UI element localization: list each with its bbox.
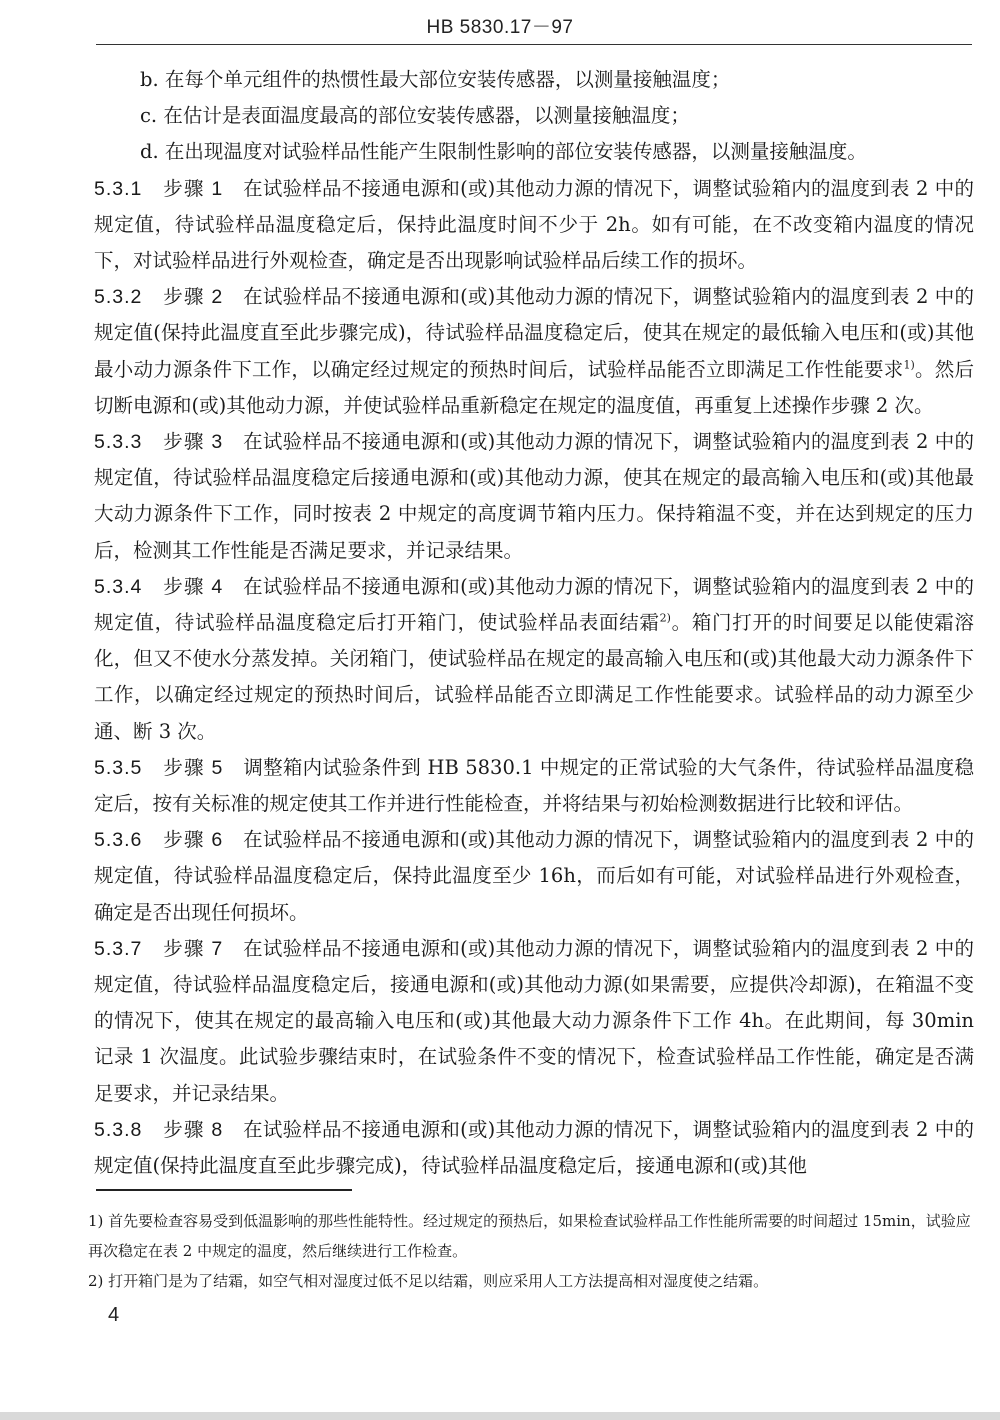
clause-text: 在试验样品不接通电源和(或)其他动力源的情况下，调整试验箱内的温度到表 2 中的规定值，待试验样品温度稳定后接通电源和(或)其他动力源，使其在规定的最高输入电压和(或)其他最大动力源条件下工作，同时按表 2 中规定的高度调节箱内压力。保持箱温不变，并在达到规定的压力后，检测其工作性能是否满足要求，并记录结果。 bbox=[94, 430, 974, 562]
clause-5-3-6 bbox=[94, 822, 974, 931]
header-rule bbox=[96, 44, 972, 45]
clause-text: 在试验样品不接通电源和(或)其他动力源的情况下，调整试验箱内的温度到表 2 中的规定值，待试验样品温度稳定后，保持此温度时间不少于 2h。如有可能，在不改变箱内温度的情况下，对试验样品进行外观检查，确定是否出现影响试验样品后续工作的损坏。 bbox=[94, 176, 974, 273]
clause-5-3-5 bbox=[94, 750, 974, 822]
clause-heading: 5.3.1 步骤 1 bbox=[94, 177, 224, 200]
footnotes bbox=[88, 1206, 976, 1296]
clause-5-3-3 bbox=[94, 424, 974, 569]
clause-heading: 5.3.2 步骤 2 bbox=[94, 286, 224, 309]
clause-text: 在试验样品不接通电源和(或)其他动力源的情况下，调整试验箱内的温度到表 2 中的规定值，待试验样品温度稳定后打开箱门，使试验样品表面结霜 bbox=[94, 574, 974, 635]
clause-heading: 5.3.5 步骤 5 bbox=[94, 756, 224, 779]
footnote-rule bbox=[96, 1189, 352, 1191]
clause-text: 调整箱内试验条件到 HB 5830.1 中规定的正常试验的大气条件，待试验样品温度稳定后，按有关标准的规定使其工作并进行性能检查，并将结果与初始检测数据进行比较和评估。 bbox=[94, 755, 974, 816]
main-text bbox=[94, 62, 974, 1184]
footnote-1: 1) 首先要检查容易受到低温影响的那些性能特性。经过规定的预热后，如果检查试验样品工作性能所需要的时间超过 15min，试验应再次稳定在表 2 中规定的温度，然后继续进行工作检查。 bbox=[88, 1212, 971, 1260]
list-item-c: c. 在估计是表面温度最高的部位安装传感器，以测量接触温度； bbox=[140, 104, 690, 128]
clause-5-3-4 bbox=[94, 569, 974, 750]
list-item-d: d. 在出现温度对试验样品性能产生限制性影响的部位安装传感器，以测量接触温度。 bbox=[140, 140, 867, 164]
clause-5-3-1 bbox=[94, 171, 974, 280]
clause-text: 在试验样品不接通电源和(或)其他动力源的情况下，调整试验箱内的温度到表 2 中的规定值，待试验样品温度稳定后，接通电源和(或)其他动力源(如果需要，应提供冷却源)，在箱温不变的情况下，使其在规定的最高输入电压和(或)其他最大动力源条件下工作 4h。在此期间，每 30min 记录 1 次温度。此试验步骤结束时，在试验条件不变的情况下，检查试验样品工作性能，确定是否满足要求，并记录结果。 bbox=[94, 936, 974, 1105]
clause-text-continued: 。箱门打开的时间要足以能使霜溶化，但又不使水分蒸发掉。关闭箱门，使试验样品在规定的最高输入电压和(或)其他最大动力源条件下工作，以确定经过规定的预热时间后，试验样品能否立即满足工作性能要求。试验样品的动力源至少通、断 3 次。 bbox=[94, 611, 974, 743]
clause-text: 在试验样品不接通电源和(或)其他动力源的情况下，调整试验箱内的温度到表 2 中的规定值(保持此温度直至此步骤完成)，待试验样品温度稳定后，使其在规定的最低输入电压和(或)其他最小动力源条件下工作，以确定经过规定的预热时间后，试验样品能否立即满足工作性能要求 bbox=[94, 285, 974, 381]
clause-5-3-7 bbox=[94, 931, 974, 1112]
clause-text: 在试验样品不接通电源和(或)其他动力源的情况下，调整试验箱内的温度到表 2 中的规定值(保持此温度直至此步骤完成)，待试验样品温度稳定后，接通电源和(或)其他 bbox=[94, 1117, 974, 1178]
clause-heading: 5.3.8 步骤 8 bbox=[94, 1118, 224, 1141]
clause-heading: 5.3.4 步骤 4 bbox=[94, 575, 224, 598]
clause-text-continued: 。然后切断电源和(或)其他动力源，并使试验样品重新稳定在规定的温度值，再重复上述操作步骤 2 次。 bbox=[94, 357, 974, 417]
footnote-ref-2: 2) bbox=[659, 611, 671, 625]
document-header-title: HB 5830.17－97 bbox=[426, 17, 574, 38]
clause-5-3-2 bbox=[94, 279, 974, 424]
clause-text: 在试验样品不接通电源和(或)其他动力源的情况下，调整试验箱内的温度到表 2 中的规定值，待试验样品温度稳定后，保持此温度至少 16h，而后如有可能，对试验样品进行外观检查，确定是否出现任何损坏。 bbox=[94, 828, 974, 924]
scan-bottom-edge bbox=[0, 1412, 1000, 1420]
clause-5-3-8 bbox=[94, 1112, 974, 1184]
footnote-ref-1: 1) bbox=[903, 358, 915, 372]
page-number: 4 bbox=[108, 1304, 120, 1326]
clause-heading: 5.3.3 步骤 3 bbox=[94, 431, 224, 454]
list-item-b: b. 在每个单元组件的热惯性最大部位安装传感器，以测量接触温度； bbox=[140, 68, 731, 91]
clause-heading: 5.3.7 步骤 7 bbox=[94, 937, 224, 960]
clause-heading: 5.3.6 步骤 6 bbox=[94, 829, 224, 852]
footnote-2: 2) 打开箱门是为了结霜，如空气相对湿度过低不足以结霜，则应采用人工方法提高相对湿度使之结霜。 bbox=[88, 1272, 769, 1290]
